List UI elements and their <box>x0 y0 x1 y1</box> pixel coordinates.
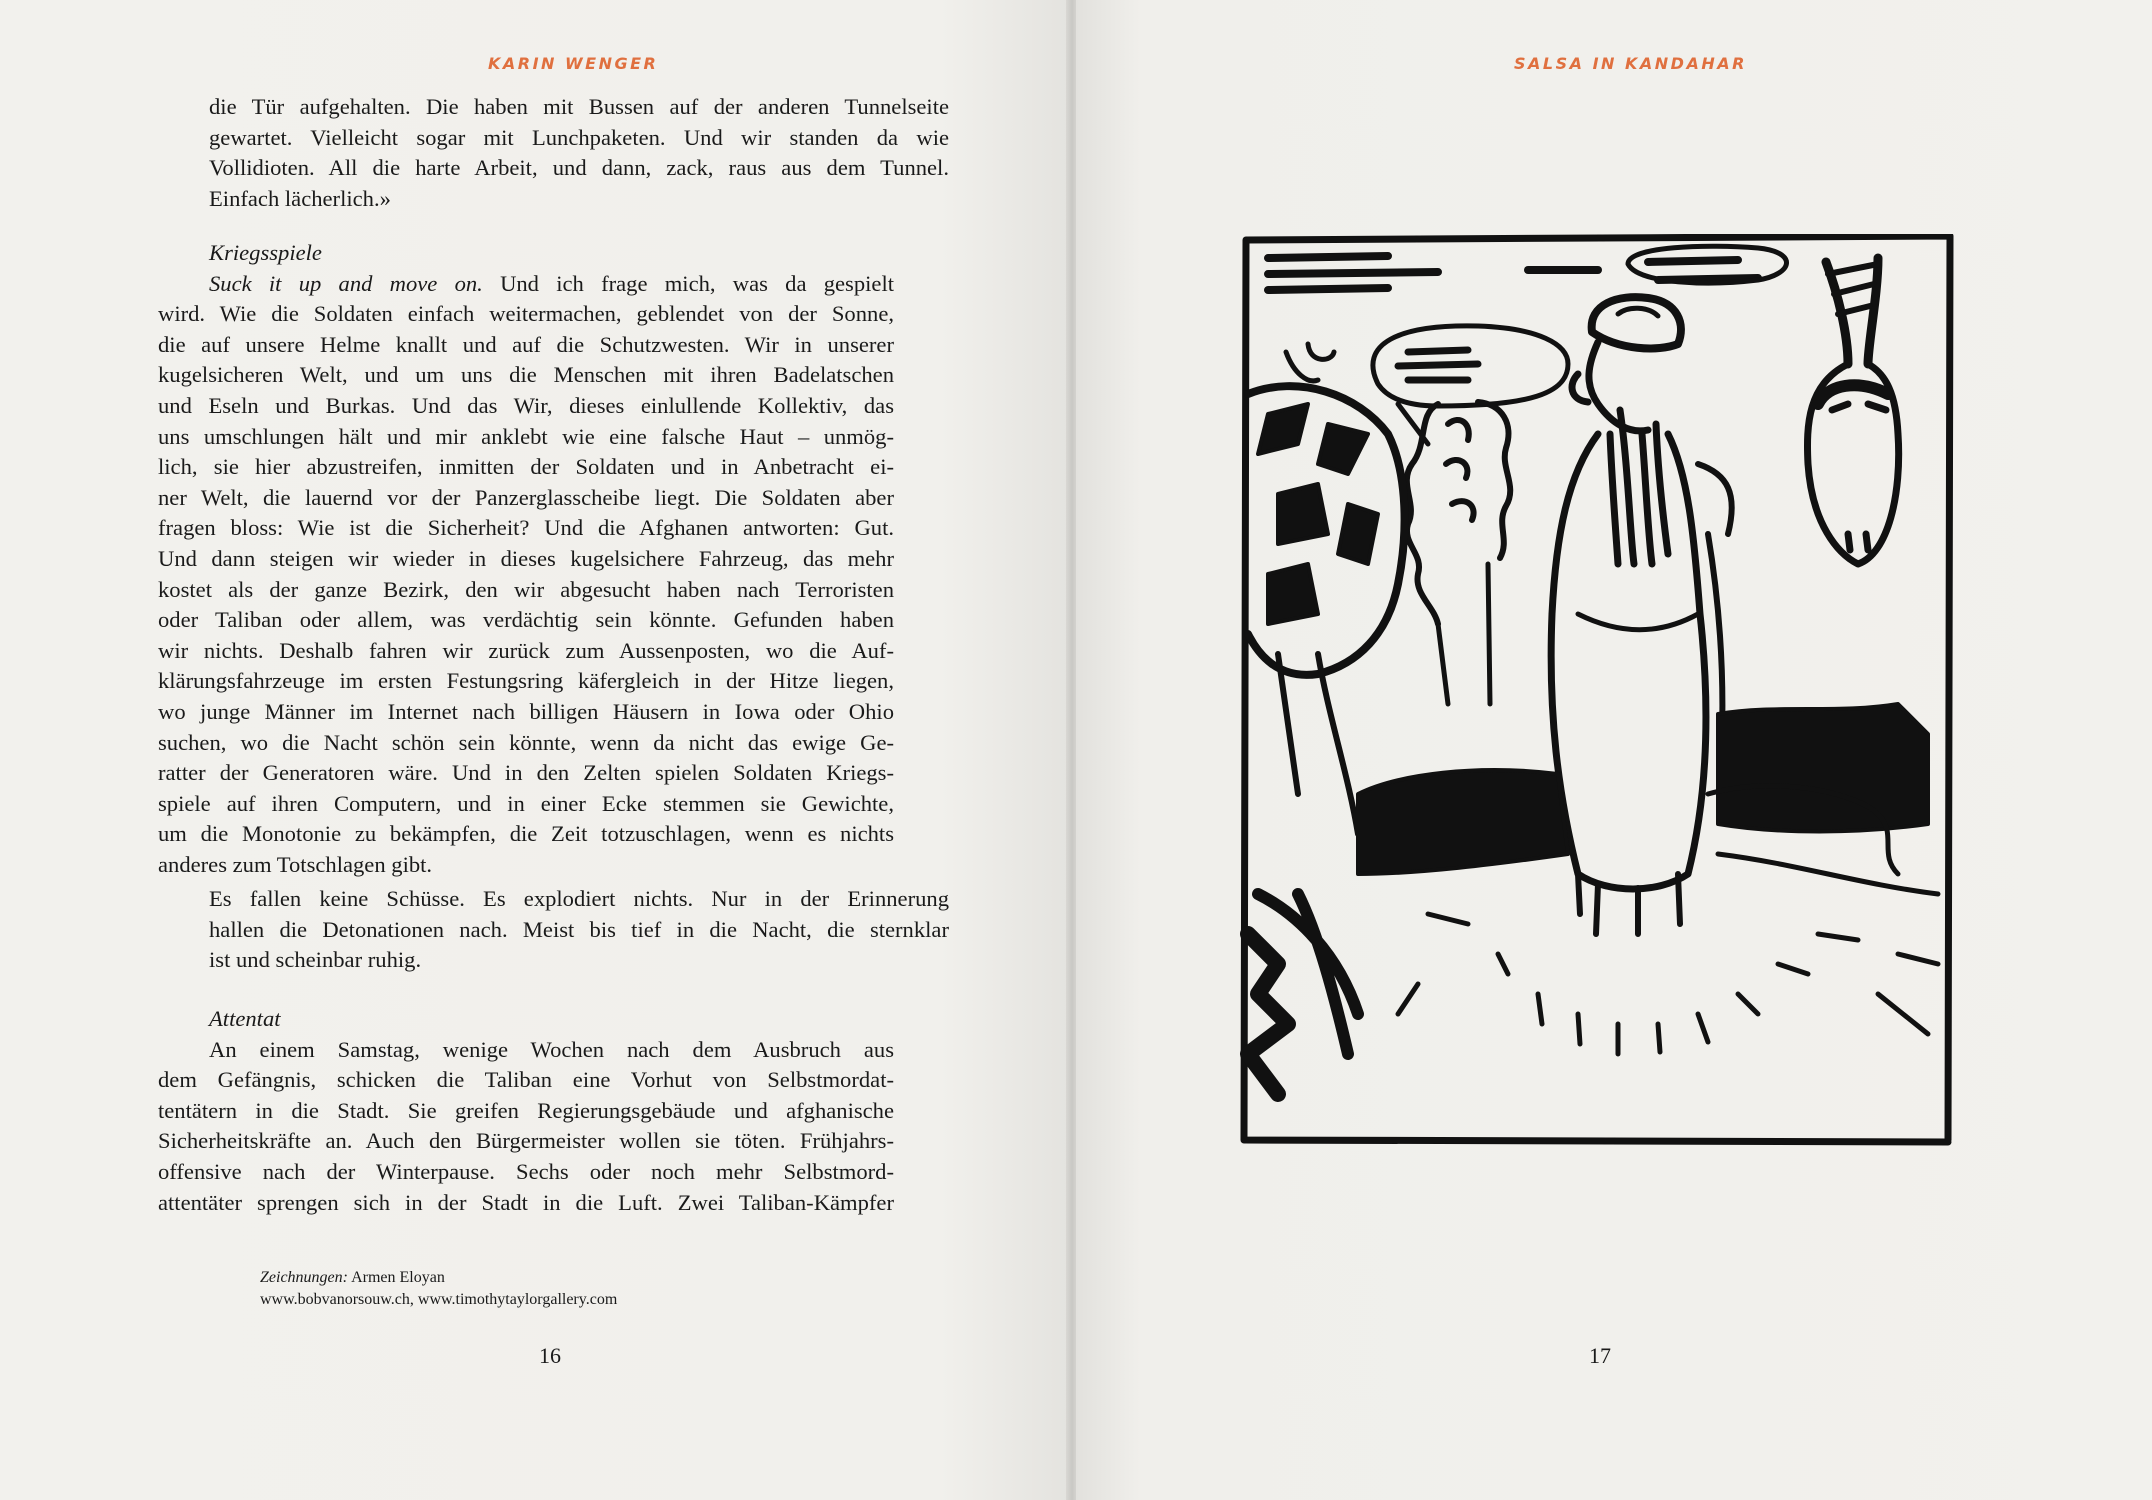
text-line: wo junge Männer im Internet nach billigen Häusern in Iowa oder Ohio <box>158 698 894 724</box>
text-line: um die Monotonie zu bekämpfen, die Zeit totzuschlagen, wenn es nichts <box>158 821 894 847</box>
text-line: ratter der Generatoren wäre. Und in den Zelten spielen Soldaten Kriegs- <box>158 760 894 786</box>
page-number: 16 <box>539 1343 561 1368</box>
section-kriegsspiele <box>158 238 894 880</box>
ground-shading <box>1358 704 1928 874</box>
text-line: Sicherheitskräfte an. Auch den Bürgermeister wollen sie töten. Frühjahrs- <box>158 1128 894 1154</box>
text-line: gewartet. Vielleicht sogar mit Lunchpaketen. Und wir standen da wie <box>209 124 949 150</box>
credits-urls: www.bobvanorsouw.ch, www.timothytaylorgallery.com <box>260 1291 618 1308</box>
text-line: die auf unsere Helme knallt und auf die Schutzwesten. Wir in unserer <box>158 331 894 357</box>
text-line: wir nichts. Deshalb fahren wir zurück zum Aussenposten, wo die Auf- <box>158 637 894 663</box>
credits-artist: Armen Eloyan <box>347 1269 445 1286</box>
credits-label: Zeichnungen: <box>260 1269 348 1286</box>
illustration-credits <box>260 1267 617 1311</box>
first-line-rest: Und ich frage mich, was da gespielt <box>482 270 895 296</box>
text-line: hallen die Detonationen nach. Meist bis tief in die Nacht, die sternklar <box>209 916 949 942</box>
text-line: und Eseln und Burkas. Und das Wir, dieses einlullende Kollektiv, das <box>158 392 894 418</box>
text-line: uns umschlungen hält und mir anklebt wie eine falsche Haut – unmög- <box>158 423 894 449</box>
paragraph-no-shots <box>209 884 949 976</box>
ground-strokes <box>1398 914 1938 1054</box>
section-body <box>158 1065 894 1218</box>
text-line: dem Gefängnis, schicken die Taliban eine Vorhut von Selbstmordat- <box>158 1067 894 1093</box>
section-first-line: An einem Samstag, wenige Wochen nach dem Ausbruch aus <box>209 1036 894 1062</box>
section-body <box>158 299 894 880</box>
intro-paragraph <box>209 92 949 214</box>
text-line: attentäter sprengen sich in der Stadt in die Luft. Zwei Taliban-Kämpfer <box>158 1189 894 1215</box>
donkey-figure <box>1807 258 1898 564</box>
text-line: ist und scheinbar ruhig. <box>209 947 422 973</box>
italic-quote: Suck it up and move on. <box>209 270 483 296</box>
text-line: wird. Wie die Soldaten einfach weitermachen, geblendet von der Sonne, <box>158 301 894 327</box>
text-line: spiele auf ihren Computern, und in einer Ecke stemmen sie Gewichte, <box>158 790 894 816</box>
text-line: suchen, wo die Nacht schön sein könnte, wenn da nicht das ewige Ge- <box>158 729 894 755</box>
text-line: kugelsicheren Welt, und um uns die Menschen mit ihren Badelatschen <box>158 362 894 388</box>
section-heading-attentat: Attentat <box>209 1006 281 1031</box>
page-number: 17 <box>1589 1343 1611 1368</box>
text-line: kostet als der ganze Bezirk, den wir abgesucht haben nach Terroristen <box>158 576 894 602</box>
section-attentat <box>158 1004 894 1218</box>
text-line: oder Taliban oder allem, was verdächtig sein könnte. Gefunden haben <box>158 607 894 633</box>
running-head-title: SALSA IN KANDAHAR <box>1514 54 1747 73</box>
text-line: Und dann steigen wir wieder in dieses kugelsichere Fahrzeug, das mehr <box>158 545 894 571</box>
text-line: fragen bloss: Wie ist die Sicherheit? Und die Afghanen antworten: Gut. <box>158 515 894 541</box>
text-line: ner Welt, die lauernd vor der Panzerglasscheibe liegt. Die Soldaten aber <box>158 484 894 510</box>
text-line: lich, sie hier abzustreifen, inmitten der Soldaten und in Anbetracht ei- <box>158 454 894 480</box>
text-line: Es fallen keine Schüsse. Es explodiert nichts. Nur in der Erinnerung <box>209 886 949 911</box>
text-line: tentätern in die Stadt. Sie greifen Regierungsgebäude und afghanische <box>158 1097 894 1123</box>
text-line: klärungsfahrzeuge im ersten Festungsring käfergleich in der Hitze liegen, <box>158 668 894 694</box>
scribbled-caption <box>1268 256 1758 290</box>
curly-haired-figure <box>1407 402 1510 704</box>
text-line: Vollidioten. All die harte Arbeit, und dann, zack, raus aus dem Tunnel. <box>209 155 949 181</box>
left-page <box>0 0 1068 1500</box>
text-line: anderes zum Totschlagen gibt. <box>158 851 433 877</box>
text-line: die Tür aufgehalten. Die haben mit Bussen auf der anderen Tunnelseite <box>209 94 949 119</box>
text-line: offensive nach der Winterpause. Sechs oder noch mehr Selbstmord- <box>158 1158 894 1184</box>
running-head-author: KARIN WENGER <box>488 54 659 73</box>
bearded-man-figure <box>1551 297 1732 934</box>
ink-drawing-illustration <box>1238 234 1956 1146</box>
soldier-helmet-figure <box>1248 386 1405 1094</box>
text-line: Einfach lächerlich.» <box>209 185 391 211</box>
section-first-line <box>209 269 894 300</box>
section-heading-kriegsspiele: Kriegsspiele <box>209 240 322 265</box>
